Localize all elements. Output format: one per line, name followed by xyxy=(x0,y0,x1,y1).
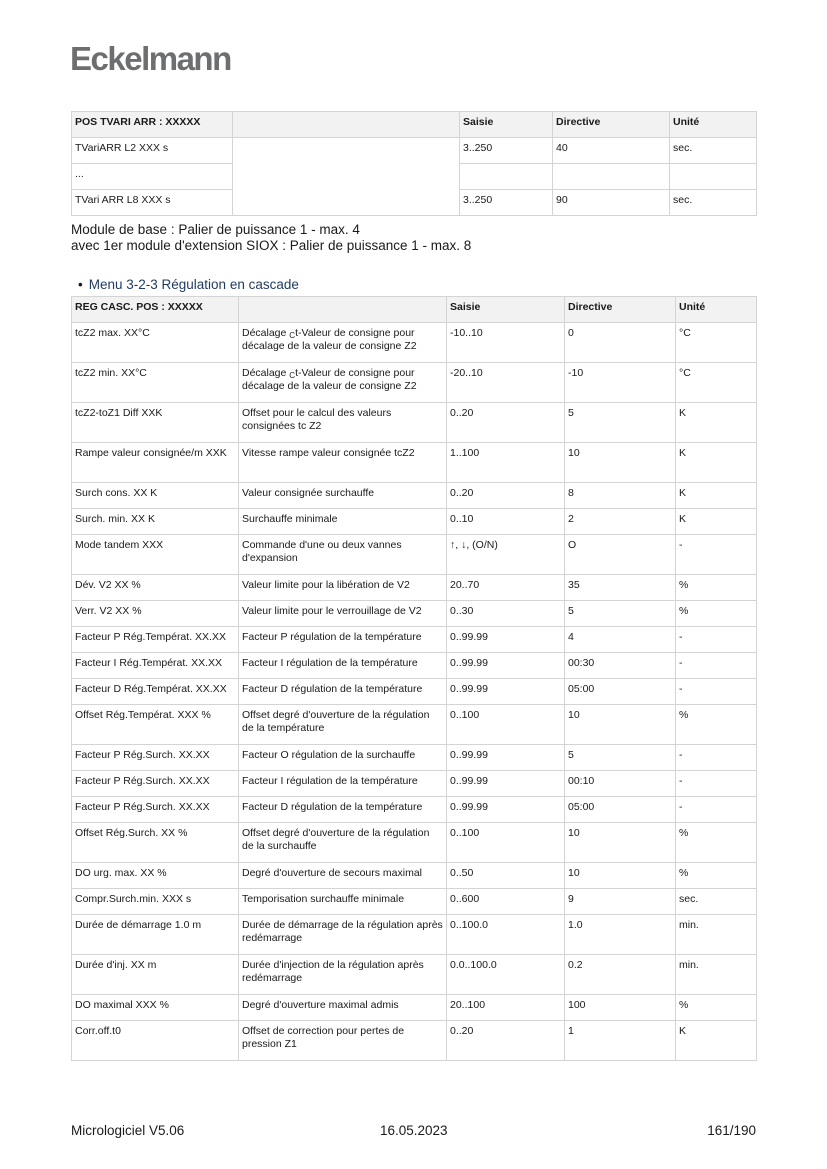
table-cell: TVariARR L2 XXX s xyxy=(72,138,233,164)
table-row xyxy=(72,483,757,509)
table-cell: Durée de démarrage 1.0 m xyxy=(72,915,239,955)
table-header-row xyxy=(72,112,757,138)
empty-description-cell xyxy=(233,138,460,216)
reg-casc-table xyxy=(71,296,757,1061)
table-cell: 2 xyxy=(565,509,676,535)
table-cell: 1 xyxy=(565,1021,676,1061)
table-cell: 0..99.99 xyxy=(447,627,565,653)
footer-page-number: 161/190 xyxy=(707,1123,756,1138)
table-row xyxy=(72,138,757,164)
header-cell: REG CASC. POS : XXXXX xyxy=(72,297,239,323)
table-cell: 20..100 xyxy=(447,995,565,1021)
table-cell: K xyxy=(676,403,757,443)
table-cell: - xyxy=(676,745,757,771)
table-cell: 100 xyxy=(565,995,676,1021)
table-cell: ↑, ↓, (O/N) xyxy=(447,535,565,575)
header-cell: Directive xyxy=(553,112,670,138)
table-cell: 5 xyxy=(565,403,676,443)
table-cell: 5 xyxy=(565,601,676,627)
table-cell: Facteur P régulation de la température xyxy=(239,627,447,653)
table-row xyxy=(72,995,757,1021)
subscript: C xyxy=(289,331,296,340)
table-cell: 10 xyxy=(565,705,676,745)
table-cell: - xyxy=(676,535,757,575)
table-cell: Durée d'injection de la régulation après redémarrage xyxy=(239,955,447,995)
table-row xyxy=(72,509,757,535)
table-cell: 3..250 xyxy=(460,138,553,164)
table-row xyxy=(72,1021,757,1061)
table-cell: sec. xyxy=(670,190,757,216)
table-row xyxy=(72,443,757,483)
table-cell: Facteur P Rég.Surch. XX.XX xyxy=(72,745,239,771)
table-cell: 10 xyxy=(565,443,676,483)
table-cell: 1.0 xyxy=(565,915,676,955)
header-cell: Saisie xyxy=(447,297,565,323)
table-row xyxy=(72,771,757,797)
table-cell: Valeur consignée surchauffe xyxy=(239,483,447,509)
table-cell: Surchauffe minimale xyxy=(239,509,447,535)
table-cell: % xyxy=(676,575,757,601)
table-cell: 9 xyxy=(565,889,676,915)
table-cell: 00:10 xyxy=(565,771,676,797)
table-cell: 0..50 xyxy=(447,863,565,889)
table-cell: °C xyxy=(676,323,757,363)
table-cell: Facteur D régulation de la température xyxy=(239,679,447,705)
table-cell: 10 xyxy=(565,823,676,863)
table-cell: K xyxy=(676,483,757,509)
table-cell: % xyxy=(676,863,757,889)
table-cell: 0..10 xyxy=(447,509,565,535)
table-cell: 0..100 xyxy=(447,705,565,745)
table-cell: 0..30 xyxy=(447,601,565,627)
table-cell: Corr.off.t0 xyxy=(72,1021,239,1061)
table-cell: - xyxy=(676,797,757,823)
table-cell: TVari ARR L8 XXX s xyxy=(72,190,233,216)
table-cell: Temporisation surchauffe minimale xyxy=(239,889,447,915)
table-cell: Compr.Surch.min. XXX s xyxy=(72,889,239,915)
table-cell: Degré d'ouverture de secours maximal xyxy=(239,863,447,889)
table-cell xyxy=(460,164,553,190)
table-cell: tcZ2-toZ1 Diff XXK xyxy=(72,403,239,443)
table-row xyxy=(72,745,757,771)
footer-firmware: Micrologiciel V5.06 xyxy=(71,1123,185,1138)
table-cell: ... xyxy=(72,164,233,190)
table-header-row xyxy=(72,297,757,323)
table-cell: min. xyxy=(676,955,757,995)
subscript: C xyxy=(289,371,296,380)
table-cell: Facteur P Rég.Surch. XX.XX xyxy=(72,771,239,797)
menu-item xyxy=(78,277,299,292)
table-cell: 5 xyxy=(565,745,676,771)
table-cell: - xyxy=(676,771,757,797)
table-cell: 05:00 xyxy=(565,679,676,705)
table-cell: - xyxy=(676,679,757,705)
table-row xyxy=(72,363,757,403)
table-cell: 0..20 xyxy=(447,483,565,509)
table-cell: sec. xyxy=(676,889,757,915)
table-row xyxy=(72,575,757,601)
table-row xyxy=(72,653,757,679)
pos-tvari-arr-table xyxy=(71,111,757,216)
table-cell: Facteur P Rég.Surch. XX.XX xyxy=(72,797,239,823)
table-cell: 0..100 xyxy=(447,823,565,863)
table-cell: 20..70 xyxy=(447,575,565,601)
table-cell: % xyxy=(676,705,757,745)
table-cell: 4 xyxy=(565,627,676,653)
table-cell: min. xyxy=(676,915,757,955)
table-cell: Offset Rég.Températ. XXX % xyxy=(72,705,239,745)
table-cell: 05:00 xyxy=(565,797,676,823)
table-cell xyxy=(553,164,670,190)
table-cell: O xyxy=(565,535,676,575)
table-row xyxy=(72,705,757,745)
table-cell: sec. xyxy=(670,138,757,164)
table-row xyxy=(72,627,757,653)
table-cell: Offset pour le calcul des valeurs consignées tc Z2 xyxy=(239,403,447,443)
header-cell: POS TVARI ARR : XXXXX xyxy=(72,112,233,138)
table-cell: 0..99.99 xyxy=(447,797,565,823)
table-cell: Décalage $_C$t-Valeur de consigne pour décalage de la valeur de consigne Z2 xyxy=(239,323,447,363)
table-cell: Offset degré d'ouverture de la régulation de la surchauffe xyxy=(239,823,447,863)
table-cell: Facteur I Rég.Températ. XX.XX xyxy=(72,653,239,679)
table-cell: 1..100 xyxy=(447,443,565,483)
table-cell: Surch cons. XX K xyxy=(72,483,239,509)
header-cell: Unité xyxy=(670,112,757,138)
table-cell: 90 xyxy=(553,190,670,216)
table-cell: 0.2 xyxy=(565,955,676,995)
note-line-1: Module de base : Palier de puissance 1 - max. 4 xyxy=(71,222,360,237)
table-cell: Dév. V2 XX % xyxy=(72,575,239,601)
table-cell: Valeur limite pour le verrouillage de V2 xyxy=(239,601,447,627)
footer-date: 16.05.2023 xyxy=(380,1123,448,1138)
note-line-2: avec 1er module d'extension SIOX : Palier de puissance 1 - max. 8 xyxy=(71,238,472,253)
table-cell: -10..10 xyxy=(447,323,565,363)
table-cell: Durée de démarrage de la régulation après redémarrage xyxy=(239,915,447,955)
table-cell: 0..20 xyxy=(447,1021,565,1061)
table-cell: °C xyxy=(676,363,757,403)
table-cell: % xyxy=(676,823,757,863)
table-cell: K xyxy=(676,1021,757,1061)
eckelmann-logo: Eckelmann xyxy=(70,40,231,77)
bullet-icon: • xyxy=(78,277,83,292)
table-row xyxy=(72,535,757,575)
table-cell: - xyxy=(676,627,757,653)
table-cell: Surch. min. XX K xyxy=(72,509,239,535)
table-cell: % xyxy=(676,601,757,627)
header-cell: Saisie xyxy=(460,112,553,138)
table-cell: Durée d'inj. XX m xyxy=(72,955,239,995)
table-cell: 0..99.99 xyxy=(447,771,565,797)
table-cell: 0..20 xyxy=(447,403,565,443)
table-cell: % xyxy=(676,995,757,1021)
table-cell: 0..99.99 xyxy=(447,679,565,705)
table-cell: Facteur O régulation de la surchauffe xyxy=(239,745,447,771)
table-cell: DO maximal XXX % xyxy=(72,995,239,1021)
table-cell: 35 xyxy=(565,575,676,601)
table-cell: Facteur I régulation de la température xyxy=(239,771,447,797)
table-row xyxy=(72,823,757,863)
table-cell: tcZ2 max. XX°C xyxy=(72,323,239,363)
table-cell: 40 xyxy=(553,138,670,164)
table-cell: 0..99.99 xyxy=(447,745,565,771)
table-cell: Offset Rég.Surch. XX % xyxy=(72,823,239,863)
table-cell: 0..99.99 xyxy=(447,653,565,679)
table-cell: Offset degré d'ouverture de la régulation de la température xyxy=(239,705,447,745)
table-cell: Verr. V2 XX % xyxy=(72,601,239,627)
table-row xyxy=(72,797,757,823)
table-cell: Décalage $_C$t-Valeur de consigne pour décalage de la valeur de consigne Z2 xyxy=(239,363,447,403)
table-cell: -10 xyxy=(565,363,676,403)
table-cell: Facteur I régulation de la température xyxy=(239,653,447,679)
header-cell: Directive xyxy=(565,297,676,323)
table-cell: K xyxy=(676,443,757,483)
header-cell: Unité xyxy=(676,297,757,323)
table-row xyxy=(72,601,757,627)
table-cell: Facteur P Rég.Températ. XX.XX xyxy=(72,627,239,653)
table-row xyxy=(72,863,757,889)
table-cell xyxy=(670,164,757,190)
table-cell: 0..600 xyxy=(447,889,565,915)
table-row xyxy=(72,403,757,443)
table-cell: Vitesse rampe valeur consignée tcZ2 xyxy=(239,443,447,483)
header-cell xyxy=(233,112,460,138)
table-cell: 00:30 xyxy=(565,653,676,679)
table-cell: Offset de correction pour pertes de pression Z1 xyxy=(239,1021,447,1061)
table-cell: - xyxy=(676,653,757,679)
table-cell: Mode tandem XXX xyxy=(72,535,239,575)
table-cell: Degré d'ouverture maximal admis xyxy=(239,995,447,1021)
table-row xyxy=(72,889,757,915)
table-row xyxy=(72,955,757,995)
table-row xyxy=(72,915,757,955)
table-cell: K xyxy=(676,509,757,535)
table-cell: Commande d'une ou deux vannes d'expansion xyxy=(239,535,447,575)
table-row xyxy=(72,679,757,705)
table-cell: 0 xyxy=(565,323,676,363)
header-cell xyxy=(239,297,447,323)
table-cell: Facteur D Rég.Températ. XX.XX xyxy=(72,679,239,705)
table-cell: 8 xyxy=(565,483,676,509)
table-row xyxy=(72,323,757,363)
table-cell: tcZ2 min. XX°C xyxy=(72,363,239,403)
table-cell: -20..10 xyxy=(447,363,565,403)
table-cell: Facteur D régulation de la température xyxy=(239,797,447,823)
table-cell: Valeur limite pour la libération de V2 xyxy=(239,575,447,601)
table-cell: DO urg. max. XX % xyxy=(72,863,239,889)
menu-item-label: Menu 3-2-3 Régulation en cascade xyxy=(88,277,299,292)
table-cell: 3..250 xyxy=(460,190,553,216)
table-cell: 0..100.0 xyxy=(447,915,565,955)
table-cell: Rampe valeur consignée/m XXK xyxy=(72,443,239,483)
table-cell: 0.0..100.0 xyxy=(447,955,565,995)
table-cell: 10 xyxy=(565,863,676,889)
